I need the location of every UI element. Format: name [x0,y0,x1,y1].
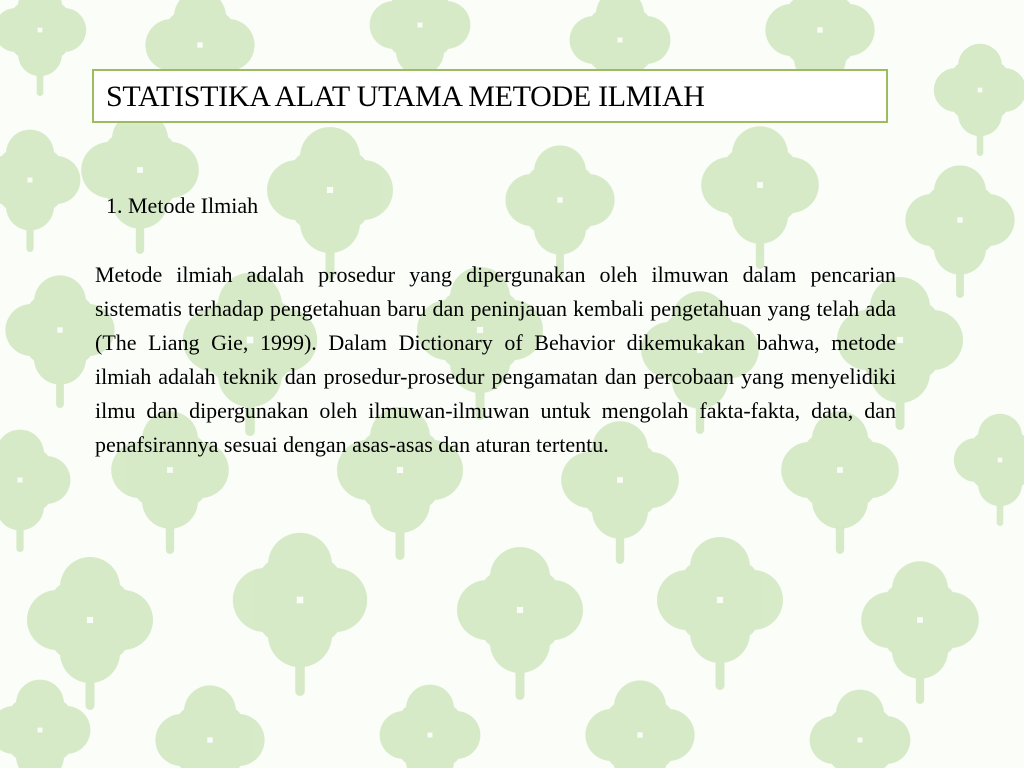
clover-icon [810,690,911,768]
clover-icon [457,547,583,700]
clover-icon [934,44,1024,156]
clover-icon [954,414,1024,526]
clover-icon [0,430,70,552]
title-box [92,69,888,123]
body-paragraph: Metode ilmiah adalah prosedur yang dipergunakan oleh ilmuwan dalam pencarian sistematis terhadap pengetahuan baru dan peninjauan kembali pengetahuan yang telah ada (The Liang Gie, 1999). Dalam Dictionary of Behavior dikemukakan bahwa, metode ilmiah adalah teknik dan prosedur-prosedur pengamatan dan percobaan yang menyelidiki ilmu dan dipergunakan oleh ilmuwan-ilmuwan untuk mengolah fakta-fakta, data, dan penafsirannya sesuai dengan asas-asas dan aturan tertentu. [95,262,896,457]
slide-title: STATISTIKA ALAT UTAMA METODE ILMIAH [106,80,705,113]
clover-icon [0,130,80,252]
clover-icon [657,537,783,690]
clover-icon [233,533,367,696]
clover-icon [701,126,819,269]
clover-icon [155,685,264,768]
clover-icon [81,111,199,254]
clover-icon [585,680,694,768]
clover-icon [0,680,90,768]
clover-icon [905,165,1014,298]
clover-icon [380,685,481,768]
section-heading: 1. Metode Ilmiah [106,193,259,218]
clover-icon [861,561,979,704]
clover-icon [0,0,86,96]
